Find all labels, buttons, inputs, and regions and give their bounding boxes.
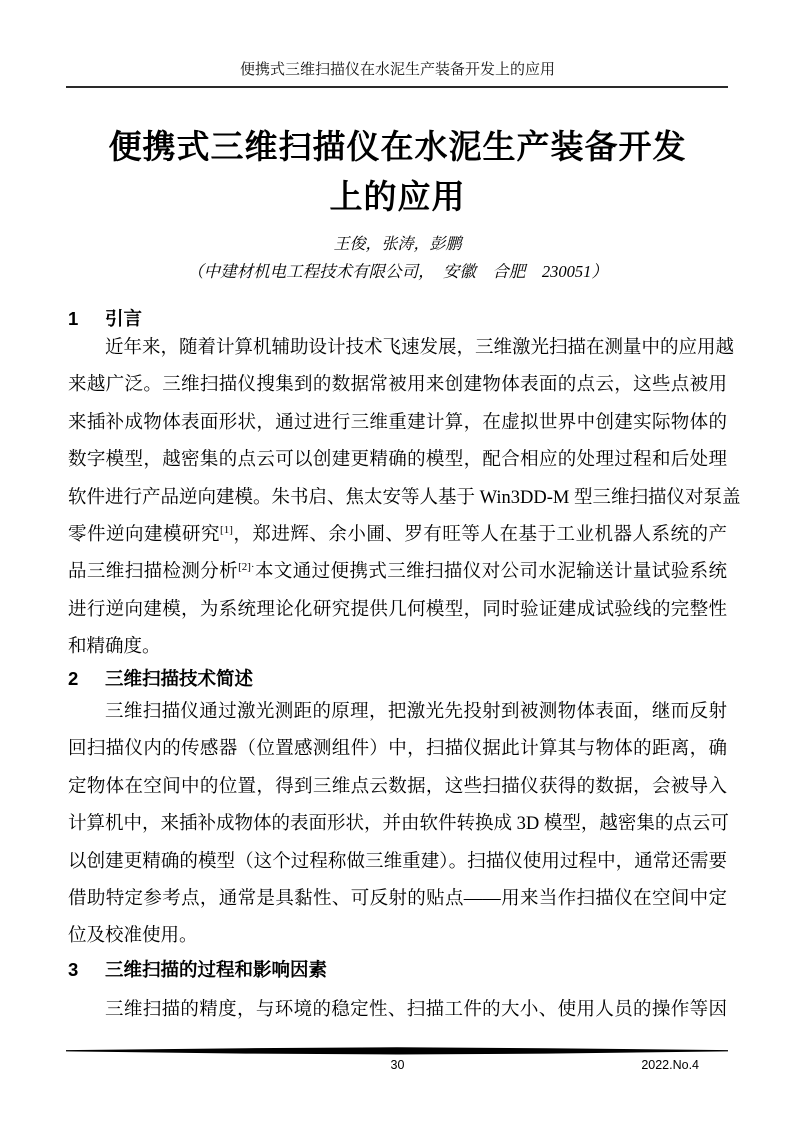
paragraph-line: [68, 554, 727, 591]
paragraph-line: [68, 517, 727, 554]
paragraph-line: 位及校准使用。: [68, 926, 198, 947]
paragraph-line: 定物体在空间中的位置，得到三维点云数据，这些扫描仪获得的数据，会被导入: [68, 776, 727, 797]
line-text: 品三维扫描检测分析: [68, 562, 239, 583]
header-rule: [66, 86, 728, 88]
paragraph-line: 数字模型，越密集的点云可以创建更精确的模型，配合相应的处理过程和后处理: [68, 450, 727, 471]
body-paragraph-3: [68, 992, 727, 1029]
section-title: 引言: [105, 308, 143, 329]
line-text: ，郑进辉、余小圃、罗有旺等人在基于工业机器人系统的产: [232, 524, 727, 545]
citation-marker-1: [1]: [220, 523, 233, 536]
affiliation-line: （中建材机电工程技术有限公司， 安徽 合肥 230051）: [187, 262, 608, 281]
paragraph-line: 三维扫描的精度，与环境的稳定性、扫描工件的大小、使用人员的操作等因: [105, 1000, 727, 1020]
paragraph-line: 三维扫描仪通过激光测距的原理，把激光先投射到被测物体表面，继而反射: [105, 702, 727, 722]
body-paragraph-1: [68, 330, 741, 667]
section-title: 三维扫描技术简述: [105, 668, 254, 689]
article-title-line2: 上的应用: [329, 178, 466, 215]
paragraph-line: 以创建更精确的模型（这个过程称做三维重建）。扫描仪使用过程中，通常还需要: [68, 851, 727, 872]
paragraph-line: 来插补成物体表面形状，通过进行三维重建计算，在虚拟世界中创建实际物体的: [68, 412, 727, 433]
authors-line: 王俊，张涛，彭鹏: [333, 236, 462, 253]
running-header: 便携式三维扫描仪在水泥生产装备开发上的应用: [239, 62, 555, 78]
issue-number: 2022.No.4: [641, 1058, 699, 1072]
citation-marker-2: [2]·: [238, 561, 255, 574]
paragraph-line: 软件进行产品逆向建模。朱书启、焦太安等人基于 Win3DD-M 型三维扫描仪对泵盖: [68, 487, 741, 508]
footer-rule: [66, 1047, 728, 1055]
section-number: 2: [68, 668, 79, 689]
section-title: 三维扫描的过程和影响因素: [105, 959, 328, 980]
section-number: 3: [68, 959, 79, 980]
article-title-line1: 便携式三维扫描仪在水泥生产装备开发: [108, 128, 687, 165]
paragraph-line: 进行逆向建模，为系统理论化研究提供几何模型，同时验证建成试验线的完整性: [68, 599, 727, 620]
line-text: 本文通过便携式三维扫描仪对公司水泥输送计量试验系统: [254, 562, 727, 583]
body-paragraph-2: [68, 694, 727, 956]
paragraph-line: 回扫描仪内的传感器（位置感测组件）中，扫描仪据此计算其与物体的距离，确: [68, 739, 727, 760]
paragraph-line: 来越广泛。三维扫描仪搜集到的数据常被用来创建物体表面的点云，这些点被用: [68, 375, 727, 396]
section-number: 1: [68, 308, 79, 329]
article-title: [68, 122, 727, 222]
paragraph-line: 近年来，随着计算机辅助设计技术飞速发展，三维激光扫描在测量中的应用越: [105, 338, 735, 358]
line-text: 零件逆向建模研究: [68, 524, 221, 545]
paragraph-line: 计算机中，来插补成物体的表面形状，并由软件转换成 3D 模型，越密集的点云可: [68, 814, 729, 835]
section-heading-2: [68, 666, 727, 692]
page-number: 30: [390, 1058, 405, 1072]
section-heading-3: [68, 957, 727, 983]
page-footer: [68, 1057, 727, 1075]
paragraph-line: 借助特定参考点，通常是具黏性、可反射的贴点——用来当作扫描仪在空间中定: [68, 888, 727, 909]
section-heading-1: [68, 306, 727, 332]
paragraph-line: 和精确度。: [68, 637, 161, 658]
